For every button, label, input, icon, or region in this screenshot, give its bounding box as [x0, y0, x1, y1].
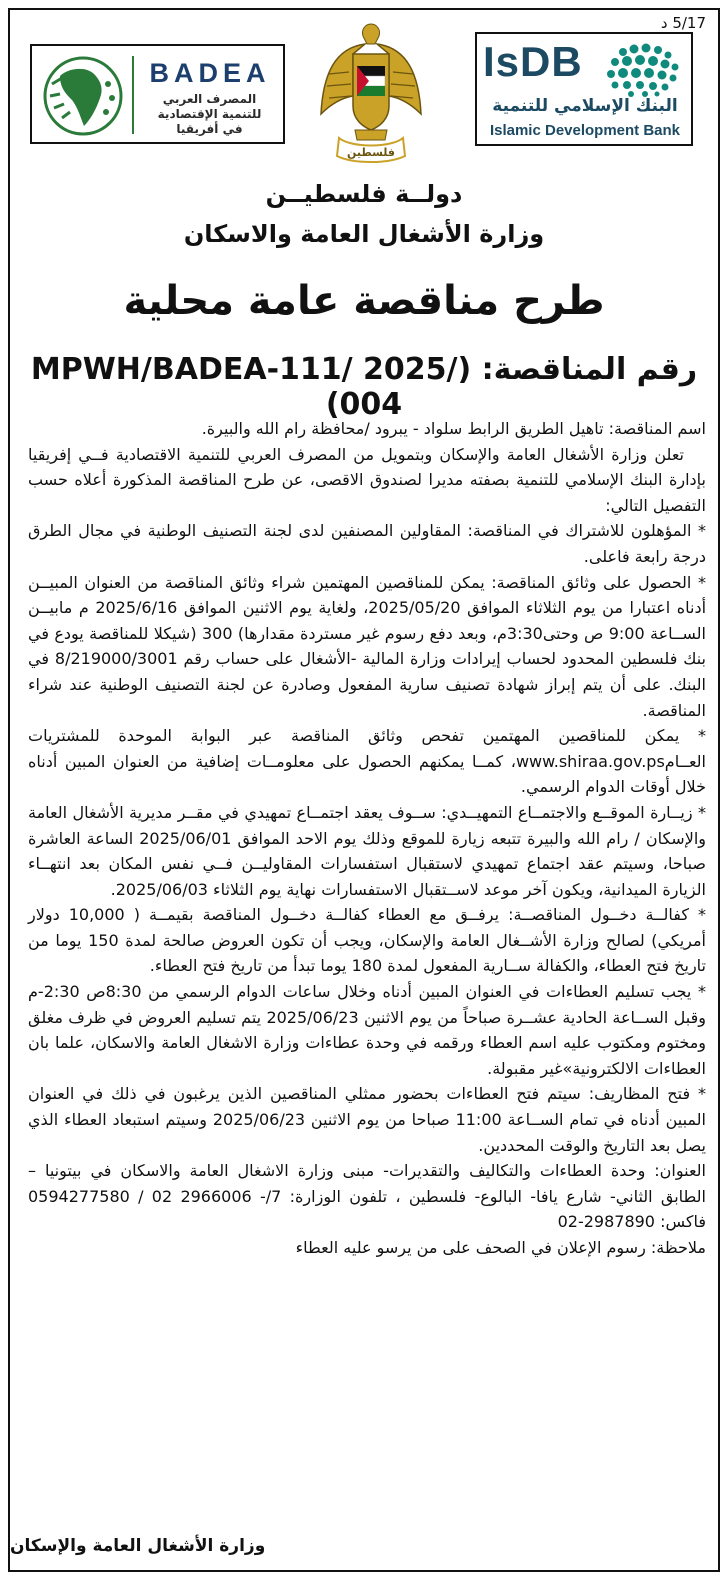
emblem-label: فلسطين: [347, 146, 395, 159]
announcement-body: [28, 416, 706, 1261]
ministry-name: وزارة الأشغال العامة والاسكان: [183, 220, 545, 248]
tender-announcement-page: [8, 8, 720, 1572]
state-name: دولــة فلسطيــن: [265, 180, 463, 208]
badea-name: BADEA: [149, 58, 271, 88]
reference-code: 5/17 د: [660, 14, 706, 32]
isdb-english-name: Islamic Development Bank: [489, 122, 681, 139]
isdb-name: IsDB: [483, 38, 583, 85]
ministry-signature: وزارة الأشغال العامة والإسكان: [10, 1536, 266, 1556]
note-paragraph: ملاحظة: رسوم الإعلان في الصحف على من يرسو عليه العطاء: [295, 1238, 706, 1257]
tender-name-paragraph: اسم المناقصة: تاهيل الطريق الرابط سلواد - يبرود /محافظة رام الله والبيرة.: [201, 419, 706, 438]
portal-paragraph: * يمكن للمناقصين المهتمين تفحص وثائق المناقصة عبر البوابة الموحدة للمشتريات العــامwww.shiraa.gov.ps، كمــا يمكنهم الحصول على معلومــات إضافية من العنوان المبين أدناه خلال أوقات الدوام الرسمي.: [28, 726, 706, 797]
isdb-arabic-name: البنك الإسلامي للتنمية: [492, 96, 678, 116]
isdb-dotted-globe-icon: [601, 42, 683, 98]
badea-ar-line1: المصرف العربي: [162, 92, 257, 106]
palestine-eagle-emblem-icon: [315, 14, 427, 164]
badea-arabic-name: [142, 92, 277, 137]
badea-divider: [132, 56, 134, 134]
badea-logo: [30, 44, 285, 144]
tender-number: رقم المناقصة: (MPWH/BADEA-111/ 2025/ 004): [30, 352, 698, 422]
announcement-title: طرح مناقصة عامة محلية: [123, 278, 605, 324]
badea-ar-line3: في أفريقيا: [176, 122, 243, 136]
intro-paragraph: تعلن وزارة الأشغال العامة والإسكان وبتمويل من المصرف العربي للتنمية الاقتصادية فــي إفريقيا بإدارة البنك الإسلامي للتنمية بصفته مديرا لصندوق الاقصى، عن طرح المناقصة المذكورة أعلاه حسب التفصيل التالي:: [28, 444, 706, 515]
isdb-logo: [475, 32, 693, 146]
bid-bond-paragraph: * كفالــة دخــول المناقصــة: يرفــق مع العطاء كفالــة دخــول المناقصة بقيمــة ( 10,000 دولار أمريكي) لصالح وزارة الأشــغال العامة والإسكان، ويجب أن تكون العروض صالحة لمدة 150 يوما من تاريخ فتح العطاء، والكفالة ســارية المفعول لمدة 180 يوما تبدأ من تاريخ فتح العطاء.: [28, 905, 706, 976]
address-paragraph: العنوان: وحدة العطاءات والتكاليف والتقديرات- مبنى وزارة الاشغال العامة والاسكان في بيتونيا – الطابق الثاني- شارع يافا- البالوع- فلسطين ، تلفون الوزارة: 7/- 2966006 02 / 0594277580 فاكس: 2987890-02: [28, 1161, 707, 1232]
submission-paragraph: * يجب تسليم العطاءات في العنوان المبين أدناه وخلال ساعات الدوام الرسمي من 8:30ص 2:30-م وقبل الســاعة الحادية عشــرة صباحاً من يوم الاثنين 2025/06/23 يتم تسليم العروض في ظرف مغلق ومختوم ومكتوب عليه اسم العطاء ورقمه في وحدة عطاءات وزارة الاشغال العامة والاسكان، علما بان العطاءات الالكترونية»غير مقبولة.: [28, 982, 707, 1078]
opening-paragraph: * فتح المظاريف: سيتم فتح العطاءات بحضور ممثلي المناقصين الذين يرغبون في ذلك في العنوان المبين أدناه في تمام الســاعة 11:00 صباحا من يوم الاثنين 2025/06/23 وسيتم استبعاد العطاء الذي يصل بعد التاريخ والوقت المحددين.: [28, 1084, 707, 1155]
eligibility-paragraph: * المؤهلون للاشتراك في المناقصة: المقاولين المصنفين لدى لجنة التصنيف الوطنية في مجال الطرق درجة رابعة فاعلى.: [28, 521, 706, 566]
site-visit-paragraph: * زيــارة الموقــع والاجتمــاع التمهيــدي: ســوف يعقد اجتمــاع تمهيدي في مقــر مديرية الأشغال العامة والإسكان / رام الله والبيرة تتبعه زيارة للموقع وذلك يوم الاحد الموافق 2025/06/01 الساعة العاشرة صباحا، وسيتم عقد اجتماع تمهيدي لاستقبال استفسارات المقاوليــن فــي نفس المكان بعد انتهــاء الزيارة الميدانية، ويكون آخر موعد لاســتقبال الاستفسارات نهاية يوم الثلاثاء 2025/06/03.: [28, 802, 706, 899]
badea-ar-line2: للتنمية الإقتصادية: [157, 107, 262, 121]
badea-globe-icon: [38, 54, 128, 138]
documents-paragraph: * الحصول على وثائق المناقصة: يمكن للمناقصين المهتمين شراء وثائق المناقصة من العنوان المبيــن أدناه اعتبارا من يوم الثلاثاء الموافق 2025/05/20، ولغاية يوم الاثنين الموافق 2025/6/16 م مابيــن الســاعة 9:00 ص وحتى3:30م، وبعد دفع رسوم غير مستردة مقدارها) 300 (شيكلا للمناقصة يودع في بنك فلسطين المحدود لحساب إيرادات وزارة المالية -الأشغال على حساب رقم 8/219000/3001 في البنك. على أن يتم إبراز شهادة تصنيف سارية المفعول وصادرة عن لجنة التصنيف الوطنية عند شراء المناقصة.: [28, 572, 707, 720]
